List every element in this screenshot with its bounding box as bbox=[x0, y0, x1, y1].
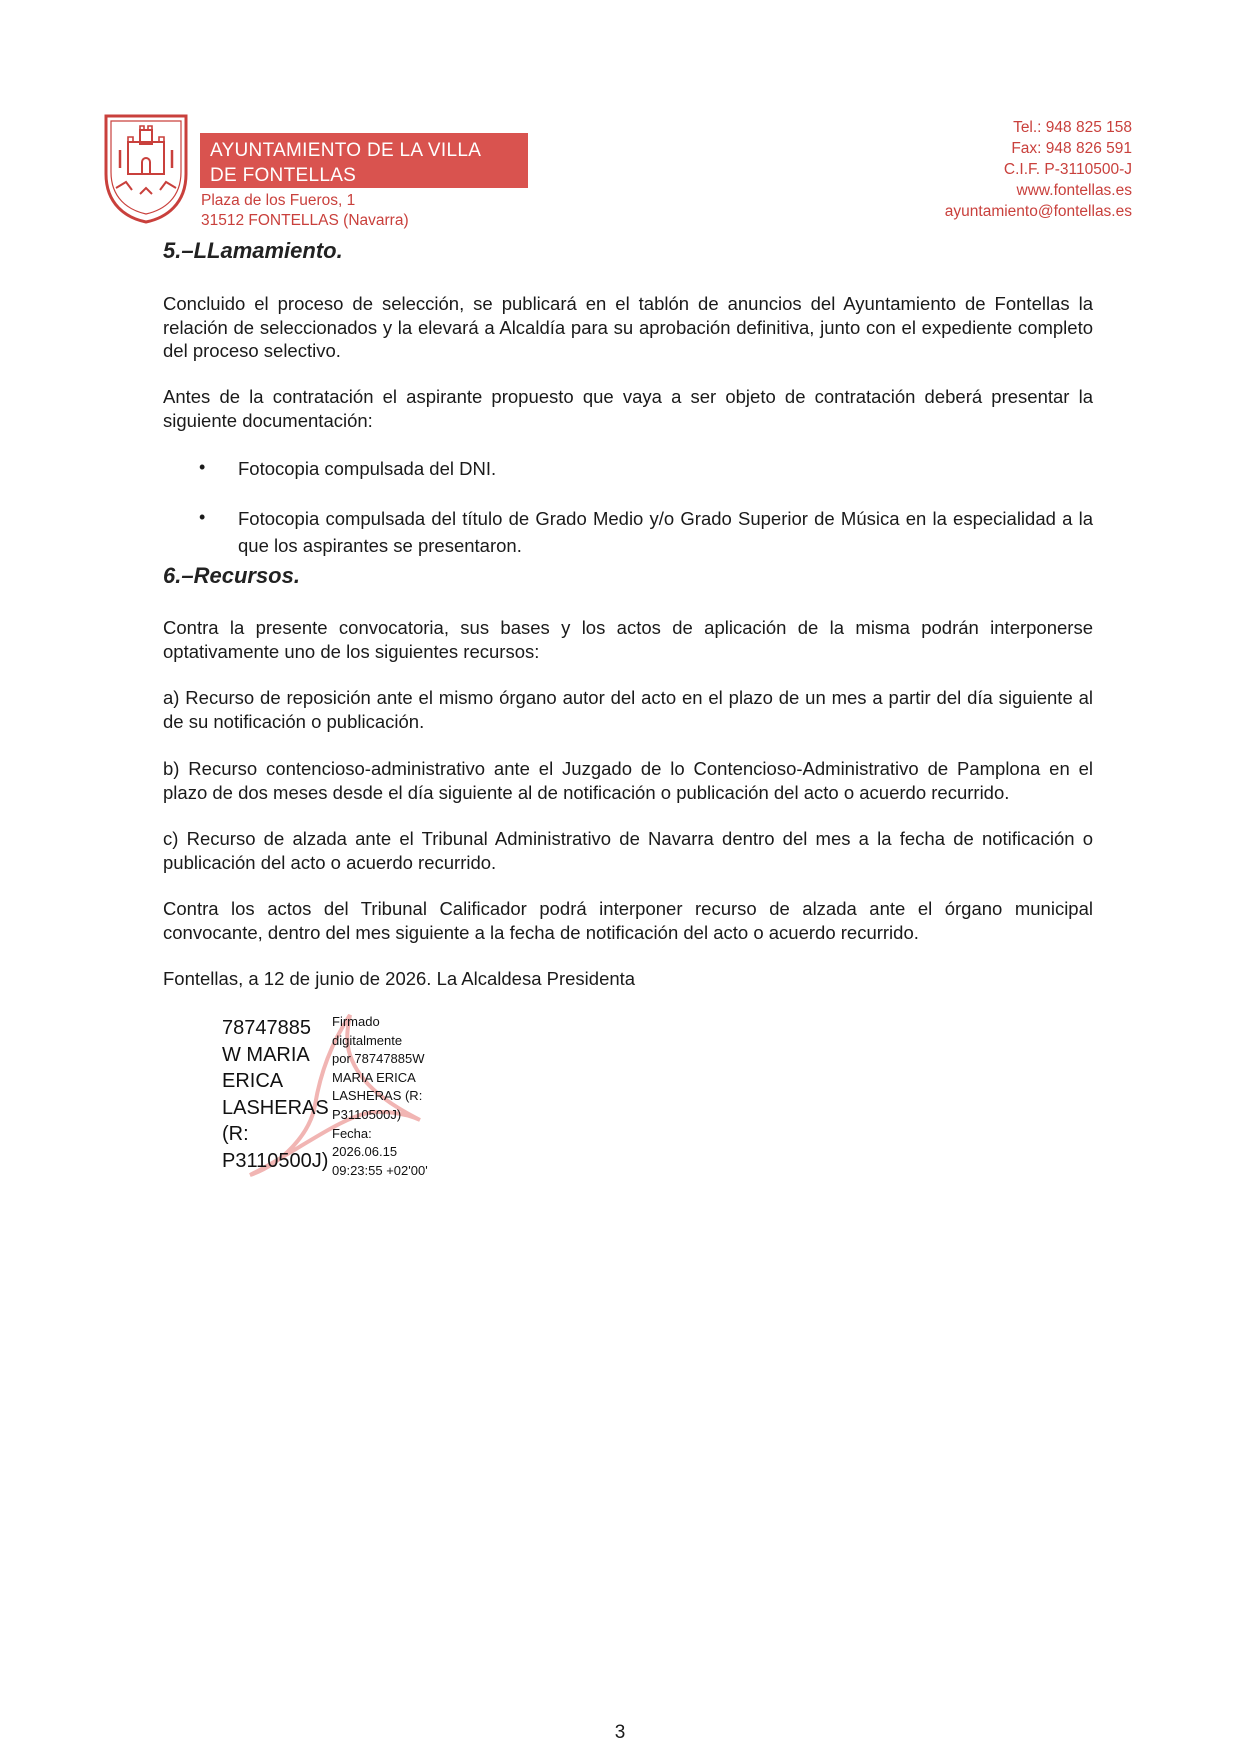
org-name-line2: DE FONTELLAS bbox=[210, 165, 357, 186]
signature-detail-line: 2026.06.15 bbox=[332, 1144, 398, 1160]
bullet-item: Fotocopia compulsada del DNI. bbox=[238, 458, 497, 479]
section5-paragraph2: Antes de la contratación el aspirante propuesto que vaya a ser objeto de contratación deberá presentar la siguiente documentación: bbox=[163, 386, 1093, 431]
date-line: Fontellas, a 12 de junio de 2026. La Alcaldesa Presidenta bbox=[163, 968, 636, 989]
signer-name-line: ERICA bbox=[222, 1070, 284, 1092]
cif: C.I.F. P-3110500-J bbox=[1003, 161, 1132, 178]
signature-detail-line: MARIA ERICA bbox=[332, 1069, 416, 1085]
signer-name-line: (R: bbox=[222, 1123, 249, 1145]
signature-signer-name bbox=[222, 1015, 329, 1174]
phone: Tel.: 948 825 158 bbox=[1013, 119, 1132, 136]
section5-paragraph1: Concluido el proceso de selección, se publicará en el tablón de anuncios del Ayuntamiento de Fontellas la relación de seleccionados y la elevará a Alcaldía para su aprobación definitiva, junto con el expediente completo del proceso selectivo. bbox=[163, 293, 1093, 361]
signature-details bbox=[332, 1013, 428, 1180]
bullet-item: Fotocopia compulsada del título de Grado Medio y/o Grado Superior de Música en la especialidad a la que los aspirantes se presentaron. bbox=[238, 508, 1093, 556]
appeal-option-c: c) Recurso de alzada ante el Tribunal Administrativo de Navarra dentro del mes a la fecha de notificación o publicación del acto o acuerdo recurrido. bbox=[163, 828, 1093, 873]
signer-name-line: W MARIA bbox=[222, 1043, 310, 1066]
signer-name-line: LASHERAS bbox=[222, 1096, 329, 1119]
appeal-option-a: a) Recurso de reposición ante el mismo órgano autor del acto en el plazo de un mes a partir del día siguiente al de su notificación o publicación. bbox=[163, 687, 1093, 732]
contact-block bbox=[945, 117, 1132, 222]
section5-title: 5.–LLamamiento. bbox=[163, 238, 343, 263]
signature-detail-line: P3110500J) bbox=[332, 1106, 402, 1122]
address-line2: 31512 FONTELLAS (Navarra) bbox=[201, 212, 409, 229]
section6-closing: Contra los actos del Tribunal Calificador podrá interponer recurso de alzada ante el órgano municipal convocante, dentro del mes siguiente a la fecha de notificación del acto o acuerdo recurrido. bbox=[163, 898, 1093, 943]
bullet-marker: • bbox=[199, 457, 206, 477]
signature-detail-line: digitalmente bbox=[332, 1032, 403, 1048]
signature-detail-line: Firmado bbox=[332, 1014, 380, 1029]
municipal-coat-of-arms bbox=[102, 112, 190, 224]
section6-intro: Contra la presente convocatoria, sus bases y los actos de aplicación de la misma podrán interponerse optativamente uno de los siguientes recursos: bbox=[163, 617, 1093, 662]
website: www.fontellas.es bbox=[1016, 182, 1132, 199]
org-name-line1: AYUNTAMIENTO DE LA VILLA bbox=[210, 140, 482, 161]
bullet-marker: • bbox=[199, 507, 206, 527]
appeal-option-b: b) Recurso contencioso-administrativo ante el Juzgado de lo Contencioso-Administrativo de Pamplona en el plazo de dos meses desde el día siguiente al de notificación o publicación del acto o acuerdo recurrido. bbox=[163, 758, 1093, 803]
email: ayuntamiento@fontellas.es bbox=[944, 203, 1132, 220]
signature-detail-line: LASHERAS (R: bbox=[332, 1088, 423, 1104]
page-number: 3 bbox=[614, 1722, 626, 1743]
signature-detail-line: Fecha: bbox=[332, 1125, 372, 1141]
signer-name-line: P3110500J) bbox=[222, 1149, 329, 1172]
address-line1: Plaza de los Fueros, 1 bbox=[201, 192, 356, 209]
signature-detail-line: por 78747885W bbox=[332, 1051, 425, 1067]
org-name-banner bbox=[200, 133, 528, 188]
fax: Fax: 948 826 591 bbox=[1011, 140, 1132, 157]
signer-name-line: 78747885 bbox=[222, 1017, 311, 1039]
section6-title: 6.–Recursos. bbox=[163, 563, 300, 588]
signature-detail-line: 09:23:55 +02'00' bbox=[332, 1162, 428, 1178]
